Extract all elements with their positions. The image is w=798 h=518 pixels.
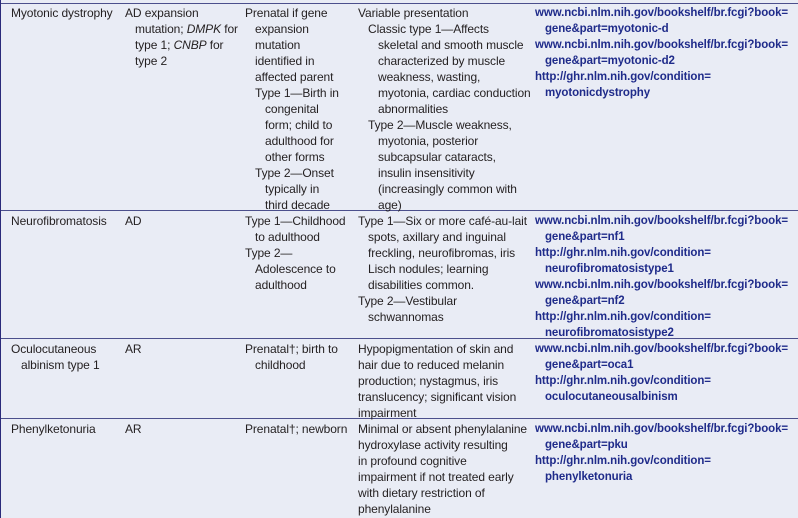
- finding-line: Type 1—Six or more café-au-lait: [358, 214, 527, 228]
- finding-line: (increasingly common with: [378, 182, 517, 196]
- reference-link[interactable]: http://ghr.nlm.nih.gov/condition=: [535, 247, 711, 259]
- finding-line: phenylalanine: [358, 502, 431, 516]
- inheritance-cell: [125, 341, 237, 357]
- finding-line: impairment: [358, 406, 417, 420]
- finding-line: characterized by muscle: [378, 54, 506, 68]
- disorder-name: Phenylketonuria: [11, 422, 96, 436]
- finding-line: translucency; significant vision: [358, 390, 517, 404]
- finding-line: myotonia, posterior: [378, 134, 479, 148]
- onset-cell: [245, 213, 353, 293]
- onset-line: Type 2—Onset: [255, 166, 334, 180]
- reference-link[interactable]: gene&part=nf2: [545, 295, 625, 307]
- disorder-name: Myotonic dystrophy: [11, 6, 113, 20]
- findings-cell: [358, 213, 530, 325]
- gene-name: DMPK: [186, 22, 221, 36]
- finding-line: insulin insensitivity: [378, 166, 475, 180]
- onset-line: form; child to: [265, 118, 333, 132]
- inheritance-text: AD: [125, 214, 142, 228]
- onset-line: Prenatal†; newborn: [245, 422, 348, 436]
- onset-line: childhood: [255, 358, 306, 372]
- inheritance-cell: [125, 5, 237, 69]
- onset-cell: [245, 421, 353, 437]
- onset-line: typically in: [265, 182, 320, 196]
- finding-line: Hypopigmentation of skin and: [358, 342, 514, 356]
- disorder-name: Oculocutaneous: [11, 342, 97, 356]
- onset-cell: [245, 5, 353, 213]
- finding-line: hydroxylase activity resulting: [358, 438, 508, 452]
- reference-link[interactable]: www.ncbi.nlm.nih.gov/bookshelf/br.fcgi?book=: [535, 279, 788, 291]
- findings-cell: [358, 421, 530, 517]
- reference-link[interactable]: http://ghr.nlm.nih.gov/condition=: [535, 311, 711, 323]
- finding-line: myotonia, cardiac conduction: [378, 86, 531, 100]
- links-cell: [535, 213, 797, 341]
- reference-link[interactable]: www.ncbi.nlm.nih.gov/bookshelf/br.fcgi?book=: [535, 7, 788, 19]
- reference-link[interactable]: www.ncbi.nlm.nih.gov/bookshelf/br.fcgi?book=: [535, 215, 788, 227]
- onset-line: congenital: [265, 102, 319, 116]
- reference-link[interactable]: myotonicdystrophy: [545, 87, 651, 99]
- inheritance-text: AR: [125, 342, 142, 356]
- inheritance-cell: [125, 213, 237, 229]
- findings-cell: [358, 341, 530, 421]
- finding-line: abnormalities: [378, 102, 449, 116]
- links-cell: [535, 421, 797, 485]
- inheritance-text: for: [206, 38, 224, 52]
- onset-line: expansion: [255, 22, 309, 36]
- findings-cell: [358, 5, 530, 213]
- finding-line: impairment if not treated early: [358, 470, 514, 484]
- finding-line: Type 2—Muscle weakness,: [368, 118, 512, 132]
- inheritance-text: type 1;: [135, 38, 174, 52]
- reference-link[interactable]: http://ghr.nlm.nih.gov/condition=: [535, 71, 711, 83]
- reference-link[interactable]: gene&part=myotonic-d2: [545, 55, 675, 67]
- inheritance-text: [125, 21, 237, 37]
- inheritance-text: type 2: [135, 54, 168, 68]
- disorder-cell: [11, 341, 121, 373]
- disorder-name: albinism type 1: [21, 358, 100, 372]
- finding-line: Minimal or absent phenylalanine: [358, 422, 528, 436]
- onset-line: other forms: [265, 150, 325, 164]
- onset-line: Prenatal if gene: [245, 6, 328, 20]
- finding-line: weakness, wasting,: [378, 70, 481, 84]
- reference-link[interactable]: neurofibromatosistype2: [545, 327, 674, 339]
- reference-link[interactable]: www.ncbi.nlm.nih.gov/bookshelf/br.fcgi?book=: [535, 423, 788, 435]
- reference-link[interactable]: gene&part=oca1: [545, 359, 634, 371]
- links-cell: [535, 341, 797, 405]
- finding-line: age): [378, 198, 402, 212]
- reference-link[interactable]: www.ncbi.nlm.nih.gov/bookshelf/br.fcgi?book=: [535, 39, 788, 51]
- disorder-cell: [11, 5, 121, 21]
- onset-line: affected parent: [255, 70, 334, 84]
- inheritance-text: [125, 37, 237, 53]
- finding-line: freckling, neurofibromas, iris: [368, 246, 516, 260]
- onset-line: identified in: [255, 54, 315, 68]
- finding-line: Type 2—Vestibular: [358, 294, 458, 308]
- reference-link[interactable]: phenylketonuria: [545, 471, 633, 483]
- inheritance-text: mutation;: [135, 22, 187, 36]
- inheritance-text: AD expansion: [125, 6, 199, 20]
- finding-line: spots, axillary and inguinal: [368, 230, 506, 244]
- finding-line: subcapsular cataracts,: [378, 150, 496, 164]
- disorder-cell: [11, 421, 121, 437]
- onset-line: Prenatal†; birth to: [245, 342, 338, 356]
- reference-link[interactable]: oculocutaneousalbinism: [545, 391, 678, 403]
- onset-line: third decade: [265, 198, 330, 212]
- onset-line: Type 2—: [245, 246, 293, 260]
- links-cell: [535, 5, 797, 101]
- onset-line: adulthood: [255, 278, 307, 292]
- onset-cell: [245, 341, 353, 373]
- reference-link[interactable]: neurofibromatosistype1: [545, 263, 674, 275]
- reference-link[interactable]: gene&part=pku: [545, 439, 628, 451]
- onset-line: Type 1—Childhood: [245, 214, 346, 228]
- row-divider: [1, 3, 798, 4]
- reference-link[interactable]: http://ghr.nlm.nih.gov/condition=: [535, 455, 711, 467]
- reference-link[interactable]: http://ghr.nlm.nih.gov/condition=: [535, 375, 711, 387]
- reference-link[interactable]: www.ncbi.nlm.nih.gov/bookshelf/br.fcgi?book=: [535, 343, 788, 355]
- disorder-name: Neurofibromatosis: [11, 214, 107, 228]
- finding-line: hair due to reduced melanin: [358, 358, 505, 372]
- inheritance-cell: [125, 421, 237, 437]
- onset-line: Adolescence to: [255, 262, 336, 276]
- onset-line: adulthood for: [265, 134, 334, 148]
- disorder-cell: [11, 213, 121, 229]
- finding-line: skeletal and smooth muscle: [378, 38, 524, 52]
- finding-line: Lisch nodules; learning: [368, 262, 489, 276]
- finding-line: with dietary restriction of: [358, 486, 485, 500]
- inheritance-text: AR: [125, 422, 142, 436]
- onset-line: to adulthood: [255, 230, 320, 244]
- gene-name: CNBP: [173, 38, 207, 52]
- inheritance-text: for: [220, 22, 238, 36]
- finding-line: disabilities common.: [368, 278, 475, 292]
- reference-link[interactable]: gene&part=nf1: [545, 231, 625, 243]
- reference-link[interactable]: gene&part=myotonic-d: [545, 23, 669, 35]
- finding-line: schwannomas: [368, 310, 444, 324]
- finding-line: Variable presentation: [358, 6, 469, 20]
- finding-line: in profound cognitive: [358, 454, 467, 468]
- onset-line: Type 1—Birth in: [255, 86, 339, 100]
- finding-line: Classic type 1—Affects: [368, 22, 489, 36]
- onset-line: mutation: [255, 38, 301, 52]
- finding-line: production; nystagmus, iris: [358, 374, 499, 388]
